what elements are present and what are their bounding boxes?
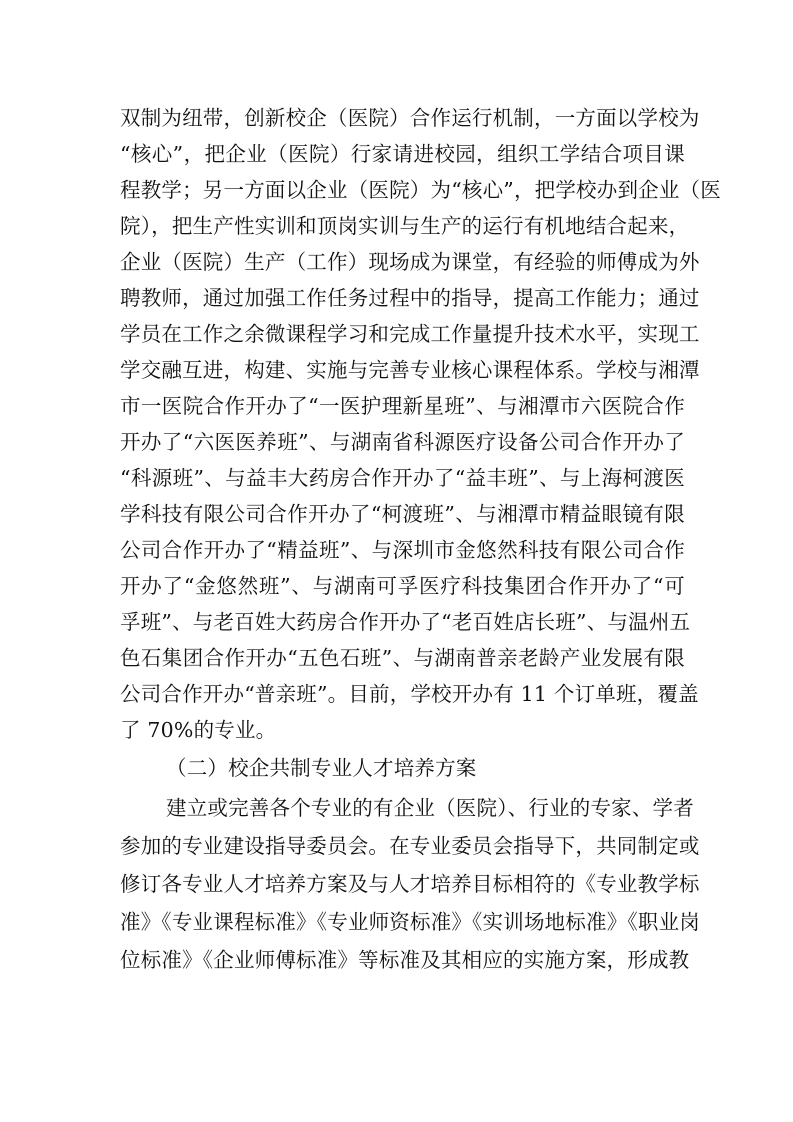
paragraph-line: 位标准》《企业师傅标准》等标准及其相应的实施方案，形成教 xyxy=(120,948,690,972)
paragraph-line: 孚班”、与老百姓大药房合作开办了“老百姓店长班”、与温州五 xyxy=(120,610,691,634)
section-heading: （二）校企共制专业人才培养方案 xyxy=(166,756,477,780)
paragraph-line: 参加的专业建设指导委员会。在专业委员会指导下，共同制定或 xyxy=(120,834,700,858)
paragraph-line: 市一医院合作开办了“一医护理新星班”、与湘潭市六医院合作 xyxy=(120,394,685,418)
paragraph-line: 双制为纽带，创新校企（医院）合作运行机制，一方面以学校为 xyxy=(120,106,700,130)
paragraph-line: “核心”，把企业（医院）行家请进校园，组织工学结合项目课 xyxy=(120,142,685,166)
paragraph-line: 开办了“六医医养班”、与湖南省科源医疗设备公司合作开办了 xyxy=(120,430,685,454)
paragraph-line: 公司合作开办了“精益班”、与深圳市金悠然科技有限公司合作 xyxy=(120,538,685,562)
paragraph-line: 学员在工作之余微课程学习和完成工作量提升技术水平，实现工 xyxy=(120,322,700,346)
paragraph-line: 聘教师，通过加强工作任务过程中的指导，提高工作能力；通过 xyxy=(120,286,700,310)
paragraph-line: 院），把生产性实训和顶岗实训与生产的运行有机地结合起来， xyxy=(120,214,690,238)
paragraph-first-line: 建立或完善各个专业的有企业（医院）、行业的专家、学者 xyxy=(166,796,694,820)
paragraph-line: 程教学；另一方面以企业（医院）为“核心”，把学校办到企业（医 xyxy=(120,178,721,202)
paragraph-line: 学交融互进，构建、实施与完善专业核心课程体系。学校与湘潭 xyxy=(120,358,700,382)
paragraph-line: 开办了“金悠然班”、与湖南可孚医疗科技集团合作开办了“可 xyxy=(120,574,685,598)
paragraph-line: 色石集团合作开办“五色石班”、与湖南普亲老龄产业发展有限 xyxy=(120,646,685,670)
paragraph-last-line: 了 70%的专业。 xyxy=(120,718,277,742)
paragraph-line: 准》《专业课程标准》《专业师资标准》《实训场地标准》《职业岗 xyxy=(120,910,700,934)
paragraph-line: “科源班”、与益丰大药房合作开办了“益丰班”、与上海柯渡医 xyxy=(120,466,685,490)
paragraph-line: 学科技有限公司合作开办了“柯渡班”、与湘潭市精益眼镜有限 xyxy=(120,502,685,526)
paragraph-line: 修订各专业人才培养方案及与人才培养目标相符的《专业教学标 xyxy=(120,872,700,896)
paragraph-line: 公司合作开办“普亲班”。目前，学校开办有 11 个订单班，覆盖 xyxy=(120,682,699,706)
paragraph-line: 企业（医院）生产（工作）现场成为课堂，有经验的师傅成为外 xyxy=(120,250,700,274)
